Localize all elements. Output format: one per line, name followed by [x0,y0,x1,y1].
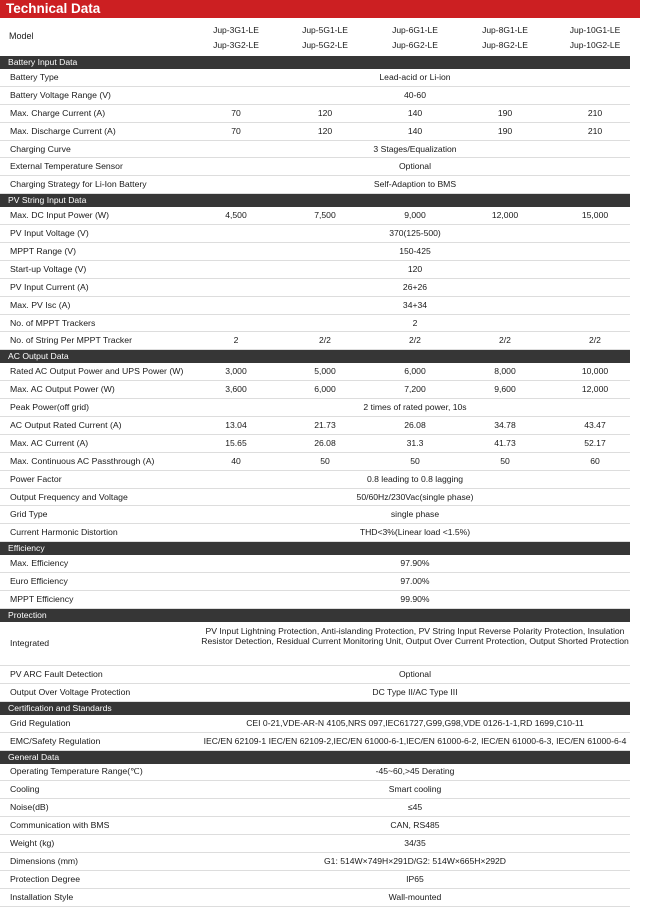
spec-value: 7,200 [404,384,426,395]
spec-value-merged: G1: 514W×749H×291D/G2: 514W×665H×292D [323,855,507,866]
spec-row [0,141,630,159]
spec-value-merged: Optional [398,668,431,679]
spec-row [0,666,630,684]
spec-value: 41.73 [494,437,516,448]
spec-row [0,871,630,889]
spec-value: 70 [231,125,241,136]
spec-value-merged: THD<3%(Linear load <1.5%) [359,527,471,538]
section-title: Efficiency [8,543,45,554]
spec-value-merged: single phase [390,509,440,520]
spec-value: 15,000 [581,210,609,221]
spec-value-merged: Lead-acid or Li-ion [379,71,451,82]
spec-value-merged: 34/35 [404,838,426,848]
spec-row [0,417,630,435]
model-label: Model [9,31,34,41]
section-title: AC Output Data [8,351,69,362]
spec-value: 9,000 [404,210,426,221]
spec-row [0,381,630,399]
spec-label: Operating Temperature Range(℃) [10,766,143,777]
spec-row [0,555,630,573]
section-header [0,542,630,555]
spec-label: Max. PV Isc (A) [10,299,71,310]
spec-value: 34.78 [494,419,516,430]
spec-row [0,489,630,507]
spec-label: Max. AC Current (A) [10,437,89,448]
spec-value: 2 [233,335,239,346]
spec-label: EMC/Safety Regulation [10,735,101,746]
spec-label: Weight (kg) [10,838,55,848]
spec-value-merged: 40-60 [404,89,426,100]
section-header [0,751,630,764]
spec-value: 120 [317,125,333,136]
spec-label: MPPT Range (V) [10,245,76,256]
spec-label: No. of MPPT Trackers [10,317,96,328]
spec-table [0,56,630,907]
spec-row [0,799,630,817]
spec-value-merged: Self-Adaption to BMS [373,179,457,190]
model-name-g1: Jup-10G1-LE [569,25,621,35]
model-name-g2: Jup-6G2-LE [392,40,438,50]
spec-value: 12,000 [581,384,609,395]
spec-label: Output Over Voltage Protection [10,686,131,697]
spec-label: Max. DC Input Power (W) [10,210,109,221]
spec-row [0,622,630,666]
spec-row [0,87,630,105]
spec-value-merged: CAN, RS485 [390,820,440,831]
spec-value-merged: -45~60,>45 Derating [375,766,455,777]
spec-value: 52.17 [584,437,606,448]
spec-row [0,524,630,542]
spec-row [0,853,630,871]
spec-value: 2/2 [589,335,601,346]
page-title: Technical Data [6,1,101,16]
spec-value-merged: 34+34 [402,299,428,310]
model-name-g1: Jup-6G1-LE [392,25,438,35]
spec-row [0,225,630,243]
spec-label: Max. AC Output Power (W) [10,384,115,395]
spec-row [0,506,630,524]
model-name-g2: Jup-3G2-LE [213,40,259,50]
spec-value-merged: 120 [407,263,423,274]
spec-label: Battery Type [10,71,59,82]
spec-label: MPPT Efficiency [10,593,74,604]
spec-value: 5,000 [314,366,336,377]
spec-row [0,817,630,835]
section-title: Protection [8,609,47,620]
spec-label: External Temperature Sensor [10,161,123,172]
spec-label: Max. Continuous AC Passthrough (A) [10,455,155,466]
model-name-g2: Jup-5G2-LE [302,40,348,50]
spec-value-merged: Optional [398,161,431,172]
spec-label: Start-up Voltage (V) [10,263,87,274]
spec-label: Output Frequency and Voltage [10,491,128,502]
section-title: General Data [8,751,60,762]
spec-value-merged: IP65 [406,873,424,884]
spec-row [0,684,630,702]
section-header [0,194,630,207]
spec-value: 6,000 [314,384,336,395]
spec-label: Grid Regulation [10,717,71,728]
spec-value-merged: Smart cooling [388,784,442,795]
spec-row [0,158,630,176]
spec-label: PV Input Voltage (V) [10,228,89,239]
spec-value: 70 [231,107,241,118]
spec-label: Cooling [10,784,40,795]
spec-label: PV Input Current (A) [10,281,89,292]
spec-label: Max. Efficiency [10,558,69,569]
spec-value-merged: DC Type II/AC Type III [372,686,458,697]
spec-label: Max. Charge Current (A) [10,107,106,118]
spec-value: 140 [407,107,423,118]
spec-label: Charging Curve [10,143,71,154]
spec-row [0,105,630,123]
title-bar [0,0,640,18]
spec-row [0,123,630,141]
model-name-g2: Jup-10G2-LE [569,40,621,50]
section-header [0,702,630,715]
spec-value-merged: 50/60Hz/230Vac(single phase) [356,491,474,502]
spec-row [0,279,630,297]
spec-value: 3,000 [225,366,247,377]
model-name-g2: Jup-8G2-LE [482,40,528,50]
spec-value-merged: 99.90% [400,593,430,604]
spec-label: No. of String Per MPPT Tracker [10,335,132,346]
spec-label: Charging Strategy for Li-Ion Battery [10,179,147,190]
spec-value: 50 [500,455,510,466]
spec-value-merged: Wall-mounted [388,891,442,902]
spec-value: 50 [410,455,420,466]
spec-row [0,715,630,733]
spec-row [0,332,630,350]
spec-row [0,176,630,194]
spec-value: 2/2 [319,335,331,346]
spec-row [0,261,630,279]
spec-value: 7,500 [314,210,336,221]
spec-value: 8,000 [494,366,516,377]
spec-value: 9,600 [494,384,516,395]
spec-value: 12,000 [491,210,519,221]
spec-row [0,243,630,261]
spec-row [0,781,630,799]
spec-row [0,435,630,453]
spec-value: 15.65 [225,437,247,448]
spec-value-merged: PV Input Lightning Protection, Anti-islanding Protection, PV String Input Reverse Polarity Protection, Insulation Resistor Detection, Residual Current Monitoring Unit, Output Over Current Protection, Output Shorted Protection [201,625,629,647]
spec-label: Integrated [10,637,50,648]
spec-value-merged: IEC/EN 62109-1 IEC/EN 62109-2,IEC/EN 61000-6-1,IEC/EN 61000-6-2, IEC/EN 61000-6-3, IEC/EN 61000-6-4 [203,735,627,746]
spec-row [0,399,630,417]
spec-label: Power Factor [10,473,62,484]
spec-label: Peak Power(off grid) [10,402,90,413]
spec-label: Euro Efficiency [10,576,68,587]
spec-row [0,889,630,907]
spec-label: Protection Degree [10,873,81,884]
spec-value: 31.3 [406,437,424,448]
section-title: Certification and Standards [8,702,112,713]
spec-value: 190 [497,125,513,136]
spec-value: 60 [590,455,600,466]
spec-label: Battery Voltage Range (V) [10,89,111,100]
spec-label: AC Output Rated Current (A) [10,419,122,430]
spec-value: 40 [231,455,241,466]
spec-row [0,297,630,315]
section-header [0,56,630,69]
spec-value-merged: 3 Stages/Equalization [373,143,457,154]
spec-value-merged: 0.8 leading to 0.8 lagging [366,473,464,484]
spec-label: Installation Style [10,891,74,902]
model-header-row [0,19,630,57]
spec-row [0,835,630,853]
spec-value-merged: 370(125-500) [389,228,441,239]
model-name-g1: Jup-5G1-LE [302,25,348,35]
spec-label: Grid Type [10,509,48,520]
spec-label: PV ARC Fault Detection [10,668,103,679]
spec-value-merged: 150-425 [399,245,431,256]
spec-value: 3,600 [225,384,247,395]
spec-value-merged: 97.90% [400,558,430,569]
spec-label: Communication with BMS [10,820,110,831]
model-name-g1: Jup-3G1-LE [213,25,259,35]
section-title: PV String Input Data [8,195,87,206]
spec-row [0,471,630,489]
spec-value: 210 [587,107,603,118]
spec-label: Rated AC Output Power and UPS Power (W) [10,366,184,377]
spec-value: 4,500 [225,210,247,221]
spec-row [0,573,630,591]
spec-value-merged: ≤45 [407,802,423,813]
spec-value: 6,000 [404,366,426,377]
spec-value: 210 [587,125,603,136]
spec-row [0,315,630,333]
spec-value: 190 [497,107,513,118]
spec-value: 21.73 [314,419,336,430]
spec-label: Dimensions (mm) [10,855,79,866]
spec-label: Noise(dB) [10,802,49,813]
spec-value: 140 [407,125,423,136]
spec-value-merged: 97.00% [400,576,430,587]
spec-value: 2/2 [499,335,511,346]
spec-value: 50 [320,455,330,466]
spec-row [0,207,630,225]
model-column [540,23,650,53]
spec-label: Max. Discharge Current (A) [10,125,116,136]
section-title: Battery Input Data [8,57,78,67]
spec-value-merged: 2 times of rated power, 10s [363,402,467,413]
model-name-g1: Jup-8G1-LE [482,25,528,35]
spec-value-merged: 26+26 [402,281,428,292]
spec-value: 43.47 [584,419,606,430]
section-header [0,350,630,363]
spec-label: Current Harmonic Distortion [10,527,118,538]
spec-value-merged: 2 [412,317,418,328]
spec-value-merged: CEI 0-21,VDE-AR-N 4105,NRS 097,IEC61727,G99,G98,VDE 0126-1-1,RD 1699,C10-11 [246,717,584,728]
spec-value: 10,000 [581,366,609,377]
spec-row [0,363,630,381]
spec-row [0,733,630,751]
spec-value: 120 [317,107,333,118]
section-header [0,609,630,622]
spec-value: 2/2 [409,335,421,346]
spec-row [0,69,630,87]
spec-value: 26.08 [404,419,426,430]
spec-row [0,591,630,609]
spec-row [0,453,630,471]
spec-value: 26.08 [314,437,336,448]
spec-value: 13.04 [225,419,247,430]
spec-row [0,764,630,782]
